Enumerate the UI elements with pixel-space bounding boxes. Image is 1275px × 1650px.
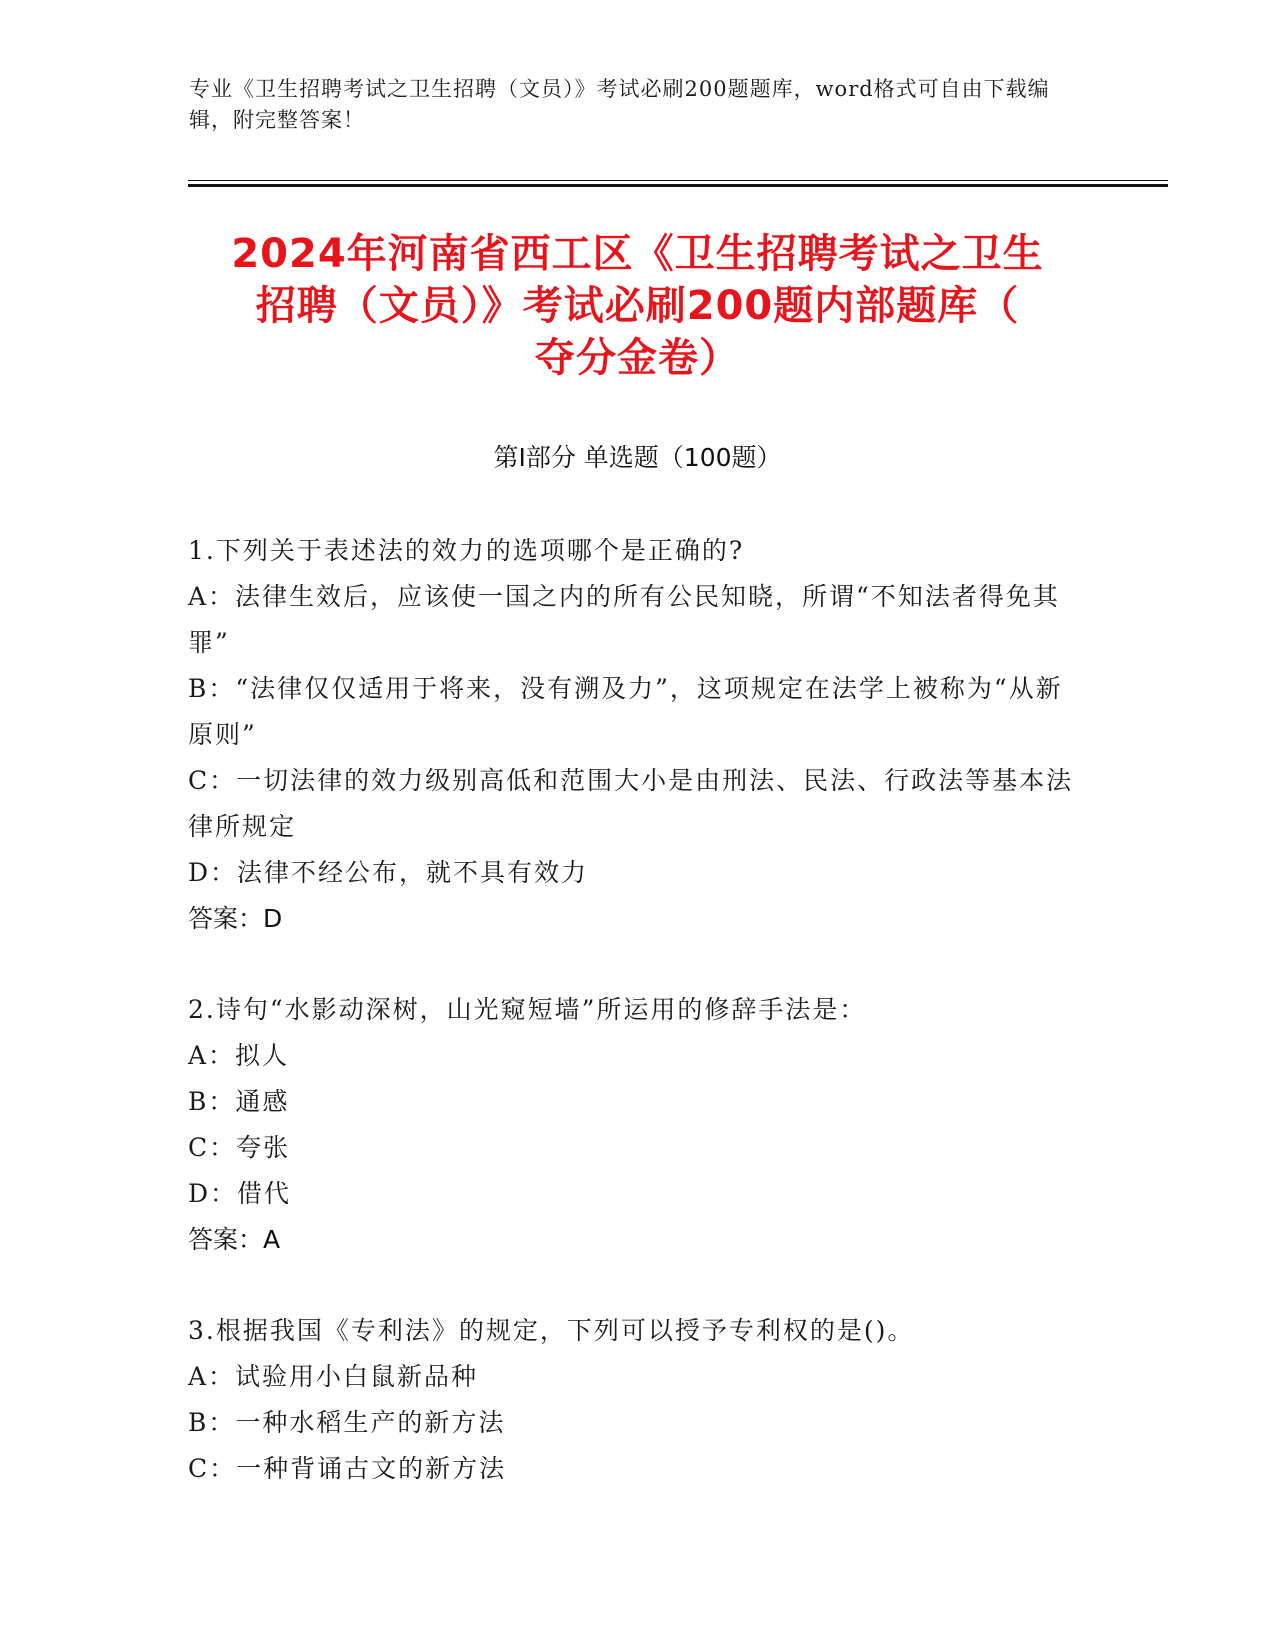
question-gap: [188, 1263, 1088, 1308]
option-b: B：一种水稻生产的新方法: [188, 1408, 506, 1437]
document-title: [170, 228, 1105, 384]
answer-label: 答案：D: [188, 904, 283, 933]
section-heading: 第I部分 单选题（100题）: [493, 443, 782, 472]
question-1: [188, 528, 1088, 942]
title-line: 2024年河南省西工区《卫生招聘考试之卫生: [231, 231, 1044, 277]
question-stem: 2.诗句“水影动深树，山光窥短墙”所运用的修辞手法是：: [188, 995, 867, 1024]
question-list: [188, 528, 1088, 1492]
title-line: 夺分金卷）: [535, 335, 740, 381]
option-d: D：法律不经公布，就不具有效力: [188, 858, 589, 887]
option-a: A：试验用小白鼠新品种: [188, 1362, 479, 1391]
question-2: [188, 987, 1088, 1263]
title-line: 招聘（文员）》考试必刷200题内部题库（: [255, 283, 1020, 329]
option-a: A：法律生效后，应该使一国之内的所有公民知晓，所谓“不知法者得免其罪”: [188, 582, 1060, 657]
option-a: A：拟人: [188, 1041, 290, 1070]
header-divider-thick: [188, 184, 1168, 187]
option-c: C：夸张: [188, 1133, 291, 1162]
question-stem: 3.根据我国《专利法》的规定，下列可以授予专利权的是()。: [188, 1316, 915, 1345]
option-d: D：借代: [188, 1179, 292, 1208]
answer-label: 答案：A: [188, 1225, 281, 1254]
option-c: C：一种背诵古文的新方法: [188, 1454, 507, 1483]
option-c: C：一切法律的效力级别高低和范围大小是由刑法、民法、行政法等基本法律所规定: [188, 766, 1074, 841]
header-divider-thin: [188, 180, 1168, 181]
option-b: B：“法律仅仅适用于将来，没有溯及力”，这项规定在法学上被称为“从新原则”: [188, 674, 1063, 749]
question-stem: 1.下列关于表述法的效力的选项哪个是正确的?: [188, 536, 745, 565]
header-note: 专业《卫生招聘考试之卫生招聘（文员）》考试必刷200题题库，word格式可自由下载编辑，附完整答案！: [189, 77, 1050, 132]
question-gap: [188, 942, 1088, 987]
option-b: B：通感: [188, 1087, 290, 1116]
question-3: [188, 1308, 1088, 1492]
